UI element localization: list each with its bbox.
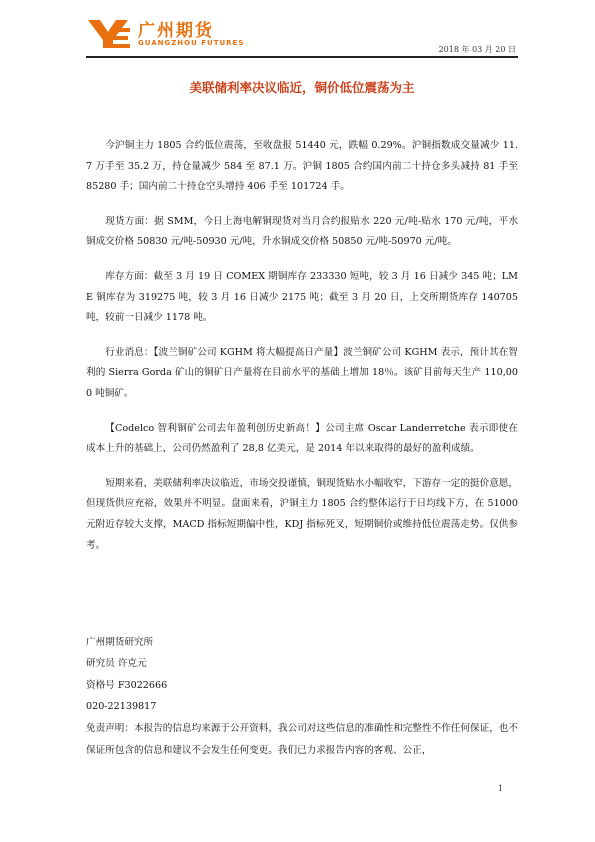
brand-name-en: GUANGZHOU FUTURES <box>138 39 245 47</box>
header-divider <box>86 56 518 58</box>
license-number: 资格号 F3022666 <box>86 679 168 691</box>
report-header <box>86 14 516 58</box>
guangzhou-futures-logo-icon <box>86 14 134 54</box>
paragraph-industry-news: 行业消息：【波兰铜矿公司 KGHM 将大幅提高日产量】波兰铜矿公司 KGHM 表示，预计其在智利的 Sierra Gorda 矿山的铜矿日产量将在目前水平的基础上增加 18％。该矿目前每天生产 110,000 吨铜矿。 <box>86 346 518 399</box>
paragraph-inventory: 库存方面：截至 3 月 19 日 COMEX 期铜库存 233330 短吨，较 3 月 16 日减少 345 吨；LME 铜库存为 319275 吨，较 3 月 16 日减少 2175 吨；截至 3 月 20 日，上交所期货库存 140705 吨，较前一日减少 1178 吨。 <box>86 270 518 324</box>
phone-number: 020-22139817 <box>86 701 157 713</box>
paragraph-outlook: 短期来看，美联储利率决议临近，市场交投谨慎，铜现货贴水小幅收窄，下游存一定的挺价意愿，但现货供应充裕，效果并不明显。盘面来看，沪铜主力 1805 合约整体运行于日均线下方，在 51000 元附近存较大支撑，MACD 指标短期偏中性，KDJ 指标死叉，短期铜价或维持低位震荡走势。仅供参考。 <box>86 477 518 551</box>
paragraph-spot: 现货方面：据 SMM，今日上海电解铜现货对当月合约报贴水 220 元/吨-贴水 170 元/吨，平水铜成交价格 50830 元/吨-50930 元/吨，升水铜成交价格 50850 元/吨-50970 元/吨。 <box>86 215 518 248</box>
brand-name-cn: 广州期货 <box>138 21 214 41</box>
report-body <box>86 136 518 570</box>
report-title: 美联储利率决议临近，铜价低位震荡为主 <box>189 80 415 95</box>
researcher-name: 研究员 许克元 <box>86 658 147 670</box>
paragraph-codelco: 【Codelco 智利铜矿公司去年盈利创历史新高！】公司主席 Oscar Landerretche 表示即使在成本上升的基础上，公司仍然盈利了 28,8 亿美元，是 2014 年以来取得的最好的盈利成绩。 <box>86 422 518 455</box>
disclaimer: 免责声明：本报告的信息均来源于公开资料，我公司对这些信息的准确性和完整性不作任何保证，也不保证所包含的信息和建议不会发生任何变更。我们已力求报告内容的客观、公正， <box>86 722 518 756</box>
paragraph-market: 今沪铜主力 1805 合约低位震荡，至收盘报 51440 元，跌幅 0.29%。沪铜指数成交量减少 11.7 万手至 35.2 万，持仓量减少 584 至 87.1 万。沪铜 1805 合约国内前二十持仓多头减持 81 手至 85280 手；国内前二十持仓空头增持 406 手至 101724 手。 <box>86 140 518 193</box>
research-org: 广州期货研究所 <box>86 637 154 648</box>
page-number: 1 <box>498 784 504 793</box>
signature-block <box>86 632 518 762</box>
report-date: 2018 年 03 月 20 日 <box>438 45 516 54</box>
